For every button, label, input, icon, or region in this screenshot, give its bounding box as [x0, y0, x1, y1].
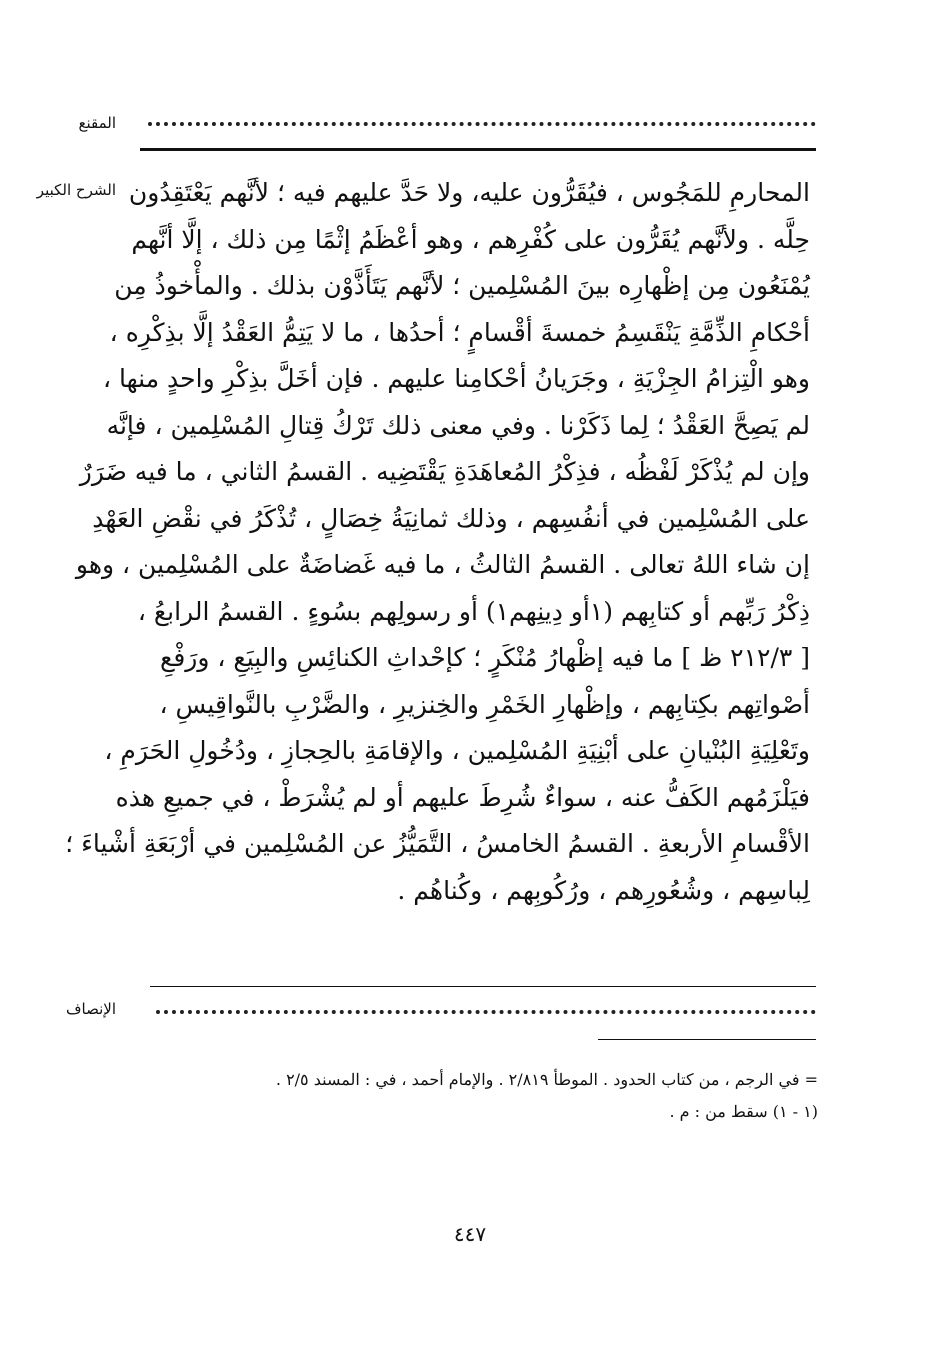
text-line: ذِكْرُ رَبِّهم أو كتابِهم (١أو دِينِهم١) أو رسولِهم بسُوءٍ . القسمُ الرابعُ ، — [137, 596, 810, 626]
text-line: يُمْنَعُون مِن إظْهارِه بينَ المُسْلِمين ؛ لأنَّهم يَتَأَذَّوْن بذلك . والمأْخوذُ مِن — [114, 271, 810, 300]
header-dotted-rule — [148, 122, 816, 126]
insaf-label: الإنصاف — [65, 1000, 116, 1018]
footnote-separator — [598, 1039, 816, 1040]
text-line: لم يَصِحَّ العَقْدُ ؛ لِما ذَكَرْنا . وفي معنى ذلك تَرْكُ قِتالِ المُسْلِمين ، فإنَّه — [106, 410, 810, 440]
page-number: ٤٤٧ — [453, 1222, 487, 1246]
text-line: أصْواتِهم بكِتابِهم ، وإظْهارِ الخَمْرِ والخِنزيرِ ، والضَّرْبِ بالنَّواقِيسِ ، — [159, 689, 810, 719]
header-solid-rule — [140, 148, 816, 151]
text-line: حِلَّه . ولأنَّهم يُقَرُّون على كُفْرِهم ، وهو أعْظَمُ إثْمًا مِن ذلك ، إلَّا أنَّهم — [131, 224, 810, 254]
text-line: وهو الْتِزامُ الجِزْيَةِ ، وجَرَيانُ أحْكامِنا عليهم . فإن أخَلَّ بذِكْرِ واحدٍ منها ، — [103, 364, 810, 393]
footnotes — [150, 1064, 818, 1128]
text-line: لِباسِهم ، وشُعُورِهم ، ورُكُوبِهم ، وكُناهُم . — [397, 875, 810, 905]
text-line: إن شاء اللهُ تعالى . القسمُ الثالثُ ، ما فيه غَضاضَةٌ على المُسْلِمين ، وهو — [75, 550, 810, 579]
text-line: المحارمِ للمَجُوس ، فيُقَرُّون عليه، ولا حَدَّ عليهم فيه ؛ لأنَّهم يَعْتَقِدُون — [128, 178, 810, 207]
footnote: = في الرجم ، من كتاب الحدود . الموطأ ٢/٨١٩ . والإمام أحمد ، في : المسند ٢/٥ . — [275, 1070, 818, 1089]
text-line: فيَلْزَمُهم الكَفُّ عنه ، سواءٌ شُرِطَ عليهم أو لم يُشْرَطْ ، في جميعِ هذه — [115, 782, 810, 812]
insaf-dotted-rule — [156, 1010, 816, 1014]
text-line: وإن لم يُذْكَرْ لَفْظُه ، فذِكْرُ المُعاهَدَةِ يَقْتَضِيه . القسمُ الثاني ، ما فيه ضَرَرٌ — [79, 457, 810, 486]
sharh-kabir-label: الشرح الكبير — [36, 181, 116, 199]
insaf-top-rule — [150, 986, 816, 987]
book-title-label: المقنع — [78, 114, 116, 132]
text-line: الأقْسامِ الأربعةِ . القسمُ الخامسُ ، التَّمَيُّزُ عن المُسْلِمين في أرْبَعَةِ أشْياءَ ؛ — [65, 829, 810, 858]
text-line: على المُسْلِمين في أنفُسِهم ، وذلك ثمانِيَةُ خِصَالٍ ، تُذْكَرُ في نقْضِ العَهْدِ — [92, 503, 810, 533]
footnote: (١ - ١) سقط من : م . — [669, 1102, 818, 1121]
text-line: أحْكامِ الذِّمَّةِ يَنْقَسِمُ خمسةَ أقْسامٍ ؛ أحدُها ، ما لا يَتِمُّ العَقْدُ إلَّا بذِكْرِه ، — [109, 317, 810, 347]
text-line: [ ٢١٢/٣ ظ ] ما فيه إظْهارُ مُنْكَرٍ ؛ كإحْداثِ الكنائِسِ والبِيَعِ ، ورَفْعِ — [160, 643, 810, 672]
text-line: وتَعْلِيَةِ البُنْيانِ على أبْنِيَةِ المُسْلِمين ، والإقامَةِ بالحِجازِ ، ودُخُولِ الحَرَمِ ، — [104, 736, 810, 765]
